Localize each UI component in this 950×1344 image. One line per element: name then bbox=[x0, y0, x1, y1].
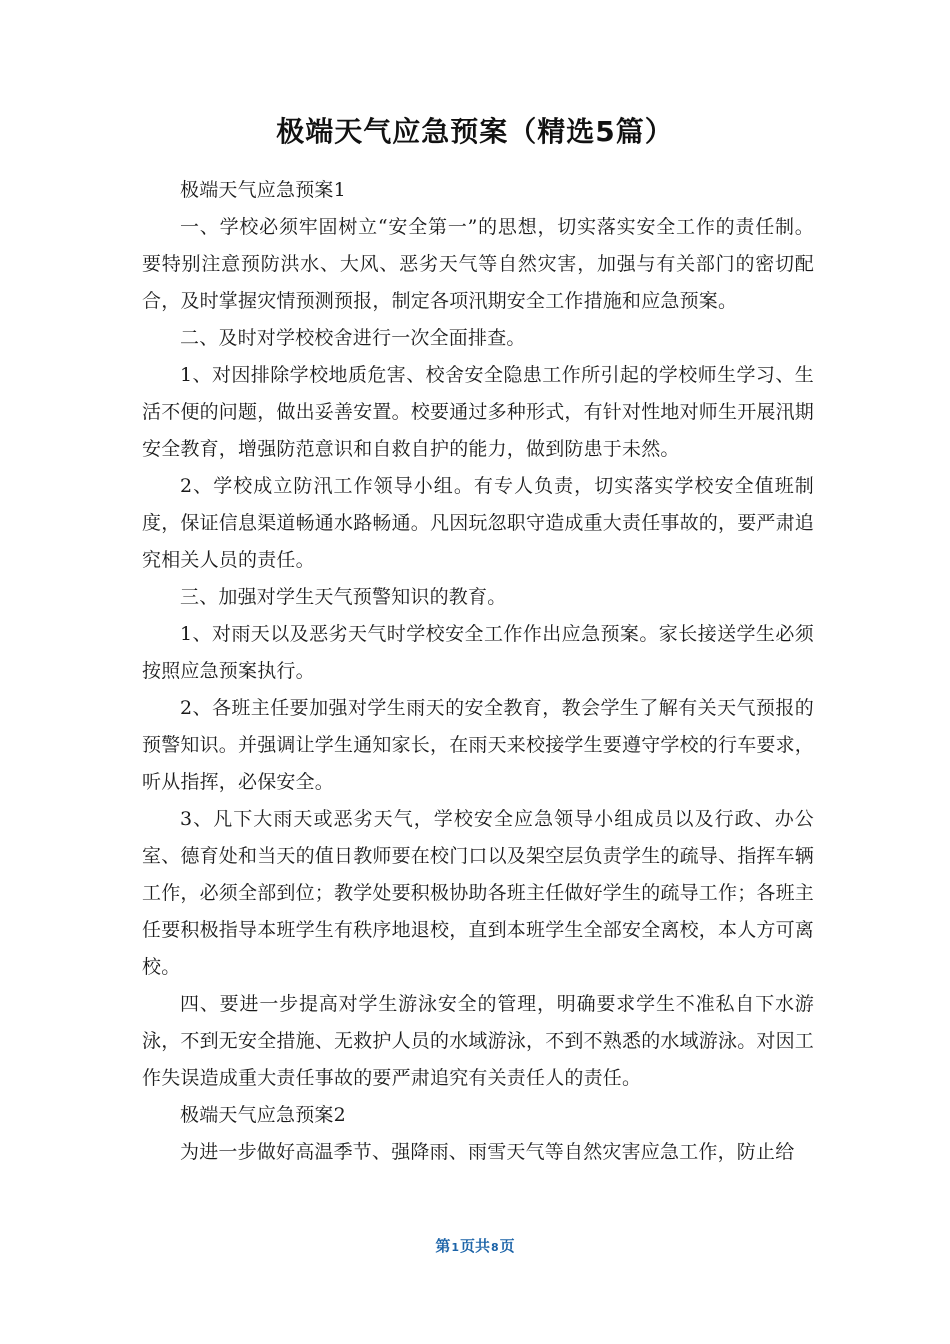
document-title: 极端天气应急预案（精选5篇） bbox=[276, 115, 674, 148]
paragraph: 为进一步做好高温季节、强降雨、雨雪天气等自然灾害应急工作，防止给 bbox=[180, 1141, 795, 1163]
paragraph: 二、及时对学校校舍进行一次全面排查。 bbox=[180, 327, 526, 349]
paragraph: 3、凡下大雨天或恶劣天气，学校安全应急领导小组成员以及行政、办公室、德育处和当天的值日教师要在校门口以及架空层负责学生的疏导、指挥车辆工作，必须全部到位；教学处要积极协助各班主任做好学生的疏导工作；各班主任要积极指导本班学生有秩序地退校，直到本班学生全部安全离校，本人方可离校。 bbox=[142, 808, 815, 978]
paragraph: 三、加强对学生天气预警知识的教育。 bbox=[180, 586, 507, 608]
paragraph: 2、学校成立防汛工作领导小组。有专人负责，切实落实学校安全值班制度，保证信息渠道畅通水路畅通。凡因玩忽职守造成重大责任事故的，要严肃追究相关人员的责任。 bbox=[142, 475, 815, 571]
footer-middle: 页共 bbox=[459, 1237, 490, 1255]
footer-suffix: 页 bbox=[499, 1237, 515, 1255]
paragraph: 1、对雨天以及恶劣天气时学校安全工作作出应急预案。家长接送学生必须按照应急预案执行。 bbox=[142, 623, 814, 682]
footer-page-number: 1 bbox=[451, 1241, 459, 1254]
paragraph-heading-2: 极端天气应急预案2 bbox=[180, 1104, 346, 1126]
paragraph: 1、对因排除学校地质危害、校舍安全隐患工作所引起的学校师生学习、生活不便的问题，做出妥善安置。校要通过多种形式，有针对性地对师生开展汛期安全教育，增强防范意识和自救自护的能力，做到防患于未然。 bbox=[142, 364, 815, 460]
footer-total-pages: 8 bbox=[491, 1241, 499, 1254]
page-footer bbox=[0, 1235, 950, 1256]
paragraph-heading-1: 极端天气应急预案1 bbox=[180, 179, 346, 201]
paragraph: 四、要进一步提高对学生游泳安全的管理，明确要求学生不准私自下水游泳，不到无安全措施、无救护人员的水域游泳，不到不熟悉的水域游泳。对因工作失误造成重大责任事故的要严肃追究有关责任人的责任。 bbox=[142, 993, 815, 1089]
footer-prefix: 第 bbox=[435, 1237, 451, 1255]
paragraph: 2、各班主任要加强对学生雨天的安全教育，教会学生了解有关天气预报的预警知识。并强调让学生通知家长，在雨天来校接学生要遵守学校的行车要求，听从指挥，必保安全。 bbox=[142, 697, 815, 793]
paragraph: 一、学校必须牢固树立“安全第一”的思想，切实落实安全工作的责任制。要特别注意预防洪水、大风、恶劣天气等自然灾害，加强与有关部门的密切配合，及时掌握灾情预测预报，制定各项汛期安全工作措施和应急预案。 bbox=[142, 216, 814, 312]
document-body bbox=[142, 172, 814, 1171]
